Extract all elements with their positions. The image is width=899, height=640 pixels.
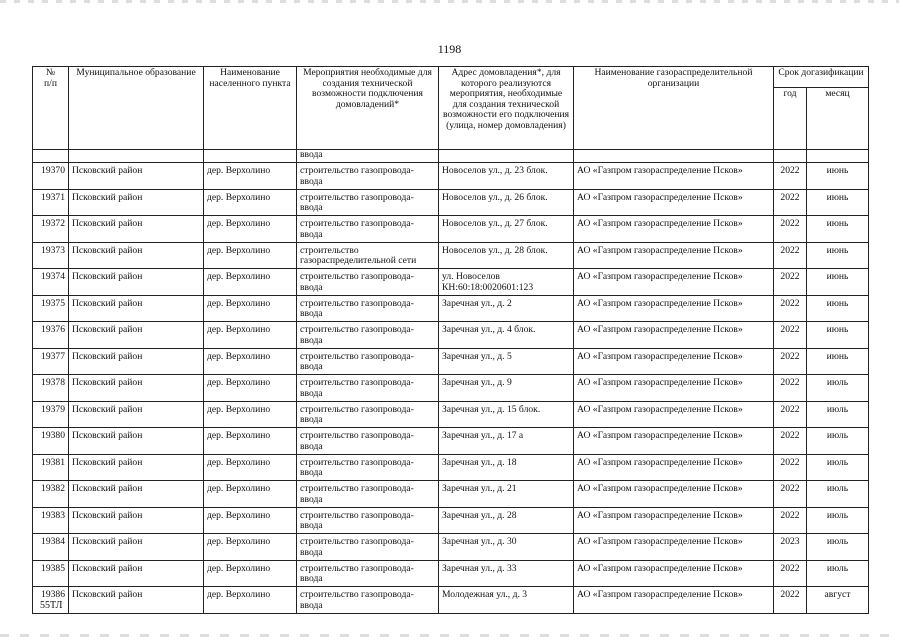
cell-month: июнь (807, 216, 869, 243)
cell-org: АО «Газпром газораспределение Псков» (574, 322, 774, 349)
cell-month: июнь (807, 163, 869, 190)
cell-locality: дер. Верхолино (204, 375, 297, 402)
cell-measures: строительство газопровода-ввода (297, 587, 439, 614)
cell-measures: строительство газопровода-ввода (297, 348, 439, 375)
cell-measures: строительство газопровода-ввода (297, 454, 439, 481)
cell-measures: строительство газопровода-ввода (297, 534, 439, 561)
scan-artifact-bottom (0, 634, 899, 637)
cell-num: 19379 (33, 401, 69, 428)
cell-org: АО «Газпром газораспределение Псков» (574, 348, 774, 375)
cell-locality: дер. Верхолино (204, 454, 297, 481)
cell-measures: строительство газопровода-ввода (297, 507, 439, 534)
cell-num: 19377 (33, 348, 69, 375)
table-row (33, 587, 869, 614)
cell-address: Новоселов ул., д. 27 блок. (439, 216, 574, 243)
cell-locality: дер. Верхолино (204, 269, 297, 296)
cell-num: 19382 (33, 481, 69, 508)
cell-month: июль (807, 401, 869, 428)
header-year: год (774, 88, 807, 150)
cell-address: Молодежная ул., д. 3 (439, 587, 574, 614)
cell-measures: строительство газопровода-ввода (297, 401, 439, 428)
cell-address: ул. Новоселов КН:60:18:0020601:123 (439, 269, 574, 296)
cell-address: Заречная ул., д. 9 (439, 375, 574, 402)
cell-measures: строительство газопровода-ввода (297, 375, 439, 402)
cell-municipality: Псковский район (69, 375, 204, 402)
cell-municipality: Псковский район (69, 269, 204, 296)
cell-org: АО «Газпром газораспределение Псков» (574, 216, 774, 243)
cell-num: 19385 (33, 560, 69, 587)
cell-year: 2022 (774, 560, 807, 587)
cell-org: АО «Газпром газораспределение Псков» (574, 454, 774, 481)
cell-org: АО «Газпром газораспределение Псков» (574, 189, 774, 216)
cell-year: 2022 (774, 163, 807, 190)
cell-locality: дер. Верхолино (204, 428, 297, 455)
cell-num: 19380 (33, 428, 69, 455)
cell-locality: дер. Верхолино (204, 242, 297, 269)
table-row (33, 428, 869, 455)
table-row (33, 269, 869, 296)
cell-address: Заречная ул., д. 4 блок. (439, 322, 574, 349)
cell-address: Заречная ул., д. 17 а (439, 428, 574, 455)
continuation-text: ввода (297, 150, 439, 163)
cell-month: июнь (807, 242, 869, 269)
cell-address: Заречная ул., д. 2 (439, 295, 574, 322)
cell-month: июль (807, 454, 869, 481)
cell-address: Новоселов ул., д. 23 блок. (439, 163, 574, 190)
cell-municipality: Псковский район (69, 242, 204, 269)
cell-locality: дер. Верхолино (204, 534, 297, 561)
cell-num: 19370 (33, 163, 69, 190)
cell-address: Новоселов ул., д. 28 блок. (439, 242, 574, 269)
cell-municipality: Псковский район (69, 401, 204, 428)
cell-year: 2022 (774, 348, 807, 375)
cell-num: 19378 (33, 375, 69, 402)
cell-year: 2022 (774, 189, 807, 216)
continuation-row (33, 150, 869, 163)
cell-locality: дер. Верхолино (204, 216, 297, 243)
header-measures: Мероприятия необходимые для создания технической возможности подключения домовладений* (297, 67, 439, 150)
table-row (33, 401, 869, 428)
cell-municipality: Псковский район (69, 163, 204, 190)
cell-municipality: Псковский район (69, 189, 204, 216)
cell-org: АО «Газпром газораспределение Псков» (574, 401, 774, 428)
cell-year: 2022 (774, 401, 807, 428)
table-row (33, 242, 869, 269)
table-row (33, 560, 869, 587)
scan-artifact-top (0, 0, 899, 3)
cell-month: июнь (807, 348, 869, 375)
table-row (33, 507, 869, 534)
cell-year: 2022 (774, 269, 807, 296)
cell-address: Заречная ул., д. 21 (439, 481, 574, 508)
cell-month: июль (807, 428, 869, 455)
cell-year: 2022 (774, 428, 807, 455)
header-locality: Наименование населенного пункта (204, 67, 297, 150)
cell-address: Новоселов ул., д. 26 блок. (439, 189, 574, 216)
cell-municipality: Псковский район (69, 534, 204, 561)
cell-num: 19383 (33, 507, 69, 534)
table-row (33, 295, 869, 322)
table-header-row (33, 67, 869, 88)
cell-address: Заречная ул., д. 28 (439, 507, 574, 534)
cell-locality: дер. Верхолино (204, 163, 297, 190)
cell-locality: дер. Верхолино (204, 401, 297, 428)
cell-measures: строительство газораспределительной сети (297, 242, 439, 269)
cell-org: АО «Газпром газораспределение Псков» (574, 242, 774, 269)
cell-month: июль (807, 481, 869, 508)
cell-municipality: Псковский район (69, 560, 204, 587)
cell-year: 2022 (774, 242, 807, 269)
cell-org: АО «Газпром газораспределение Псков» (574, 428, 774, 455)
cell-num: 19376 (33, 322, 69, 349)
cell-year: 2022 (774, 295, 807, 322)
cell-address: Заречная ул., д. 5 (439, 348, 574, 375)
cell-month: июль (807, 375, 869, 402)
cell-locality: дер. Верхолино (204, 189, 297, 216)
cell-month: июнь (807, 322, 869, 349)
cell-measures: строительство газопровода-ввода (297, 481, 439, 508)
table-row (33, 322, 869, 349)
header-address: Адрес домовладения*, для которого реализуются мероприятия, необходимые для создания технической возможности его подключения (улица, номер домовладения) (439, 67, 574, 150)
cell-measures: строительство газопровода-ввода (297, 163, 439, 190)
cell-measures: строительство газопровода-ввода (297, 428, 439, 455)
cell-address: Заречная ул., д. 15 блок. (439, 401, 574, 428)
cell-month: июнь (807, 269, 869, 296)
cell-month: август (807, 587, 869, 614)
cell-num: 19372 (33, 216, 69, 243)
cell-municipality: Псковский район (69, 587, 204, 614)
cell-year: 2022 (774, 507, 807, 534)
cell-address: Заречная ул., д. 18 (439, 454, 574, 481)
header-term: Срок догазификации (774, 67, 869, 88)
table-row (33, 454, 869, 481)
cell-org: АО «Газпром газораспределение Псков» (574, 507, 774, 534)
cell-org: АО «Газпром газораспределение Псков» (574, 481, 774, 508)
cell-municipality: Псковский район (69, 295, 204, 322)
footer-code: 55ТЛ (40, 600, 63, 611)
header-org: Наименование газораспределительной организации (574, 67, 774, 150)
cell-org: АО «Газпром газораспределение Псков» (574, 163, 774, 190)
cell-measures: строительство газопровода-ввода (297, 295, 439, 322)
cell-num: 19371 (33, 189, 69, 216)
cell-municipality: Псковский район (69, 348, 204, 375)
cell-measures: строительство газопровода-ввода (297, 560, 439, 587)
table-row (33, 189, 869, 216)
cell-num: 19373 (33, 242, 69, 269)
cell-org: АО «Газпром газораспределение Псков» (574, 269, 774, 296)
cell-municipality: Псковский район (69, 428, 204, 455)
cell-address: Заречная ул., д. 33 (439, 560, 574, 587)
page-number: 1198 (437, 42, 462, 56)
cell-org: АО «Газпром газораспределение Псков» (574, 587, 774, 614)
header-month: месяц (807, 88, 869, 150)
cell-municipality: Псковский район (69, 216, 204, 243)
cell-month: июль (807, 507, 869, 534)
cell-measures: строительство газопровода-ввода (297, 189, 439, 216)
cell-year: 2022 (774, 587, 807, 614)
cell-org: АО «Газпром газораспределение Псков» (574, 375, 774, 402)
cell-month: июнь (807, 189, 869, 216)
table-row (33, 534, 869, 561)
cell-address: Заречная ул., д. 30 (439, 534, 574, 561)
cell-municipality: Псковский район (69, 322, 204, 349)
cell-month: июль (807, 560, 869, 587)
header-num: № п/п (33, 67, 69, 150)
table-row (33, 481, 869, 508)
cell-locality: дер. Верхолино (204, 322, 297, 349)
cell-locality: дер. Верхолино (204, 560, 297, 587)
cell-org: АО «Газпром газораспределение Псков» (574, 295, 774, 322)
cell-municipality: Псковский район (69, 454, 204, 481)
cell-num: 19375 (33, 295, 69, 322)
cell-org: АО «Газпром газораспределение Псков» (574, 560, 774, 587)
cell-locality: дер. Верхолино (204, 295, 297, 322)
cell-locality: дер. Верхолино (204, 587, 297, 614)
table-row (33, 348, 869, 375)
cell-measures: строительство газопровода-ввода (297, 322, 439, 349)
cell-year: 2022 (774, 481, 807, 508)
table-row (33, 216, 869, 243)
cell-num: 19374 (33, 269, 69, 296)
cell-municipality: Псковский район (69, 481, 204, 508)
cell-month: июнь (807, 295, 869, 322)
cell-locality: дер. Верхолино (204, 481, 297, 508)
cell-measures: строительство газопровода-ввода (297, 216, 439, 243)
gasification-table (32, 66, 869, 614)
cell-year: 2022 (774, 375, 807, 402)
cell-org: АО «Газпром газораспределение Псков» (574, 534, 774, 561)
cell-measures: строительство газопровода-ввода (297, 269, 439, 296)
cell-num: 19384 (33, 534, 69, 561)
cell-year: 2022 (774, 216, 807, 243)
cell-locality: дер. Верхолино (204, 348, 297, 375)
cell-year: 2022 (774, 454, 807, 481)
cell-municipality: Псковский район (69, 507, 204, 534)
header-municipality: Муниципальное образование (69, 67, 204, 150)
cell-num: 19386 (33, 587, 69, 614)
cell-num: 19381 (33, 454, 69, 481)
table-row (33, 375, 869, 402)
cell-locality: дер. Верхолино (204, 507, 297, 534)
cell-year: 2022 (774, 322, 807, 349)
cell-year: 2023 (774, 534, 807, 561)
cell-month: июль (807, 534, 869, 561)
table-row (33, 163, 869, 190)
